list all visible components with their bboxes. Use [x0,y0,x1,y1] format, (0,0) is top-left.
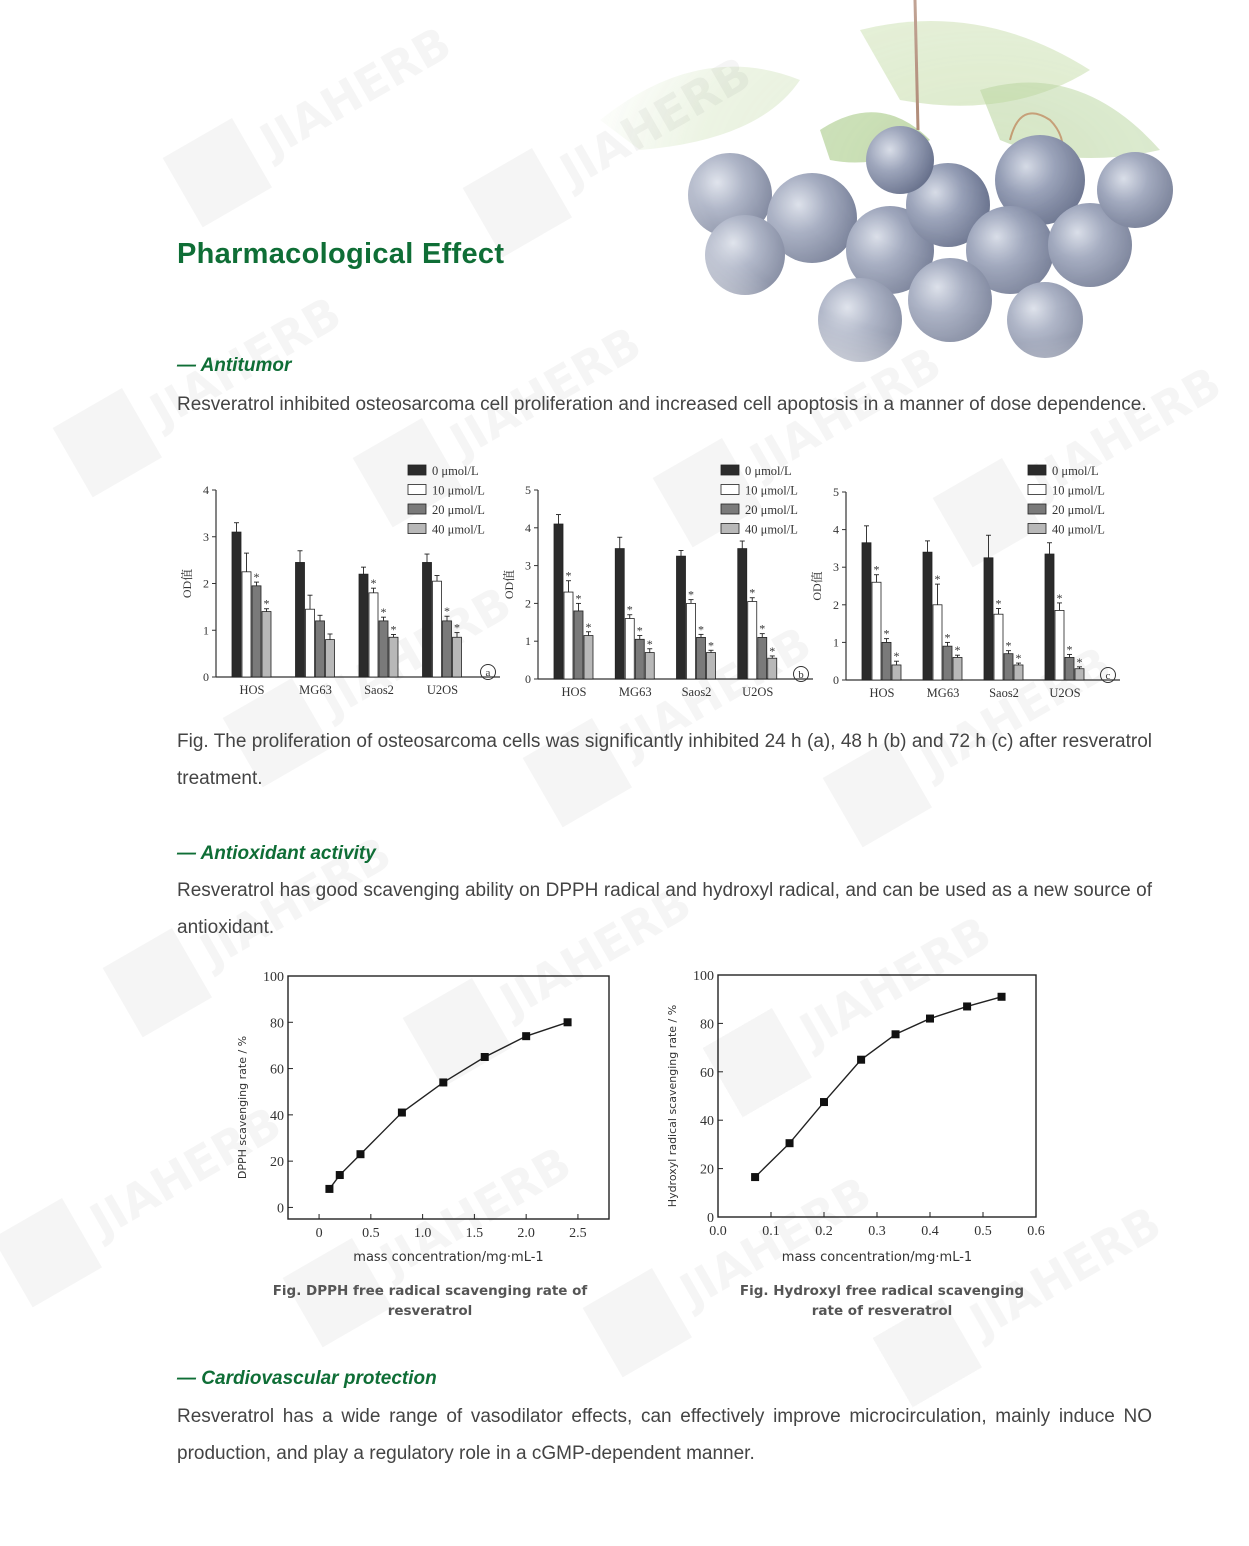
significance-star: * [646,636,653,651]
legend-swatch [1028,524,1046,534]
section-title-antitumor: — Antitumor [177,355,292,376]
significance-star: * [934,572,941,587]
panel-letter: a [485,667,491,679]
significance-star: * [698,622,704,637]
bar [1014,665,1023,680]
bar [882,642,891,680]
significance-star: * [390,622,397,637]
y-axis-label: OD值 [502,569,516,600]
bar [433,581,442,677]
data-point [926,1015,934,1023]
significance-star: * [636,623,643,638]
bar [389,637,398,677]
y-tick-label: 0 [203,670,209,684]
x-axis-label: mass concentration/mg·mL-1 [781,1250,973,1265]
data-point [963,1002,971,1010]
bar [296,562,305,677]
significance-star: * [769,643,776,658]
legend-label: 10 μmol/L [745,483,798,498]
data-point [892,1030,900,1038]
data-point [398,1109,406,1117]
data-point [336,1171,344,1179]
section-title-antioxidant: — Antioxidant activity [177,843,376,864]
significance-star: * [1015,651,1022,666]
bar [1075,669,1084,680]
section-title-cardiovascular: — Cardiovascular protection [177,1368,437,1389]
legend-label: 0 μmol/L [1052,464,1099,478]
bar [242,572,251,677]
significance-star: * [883,626,890,641]
bar [953,657,962,680]
y-tick-label: 60 [700,1065,714,1081]
y-tick-label: 40 [270,1108,284,1124]
y-tick-label: 20 [700,1162,714,1178]
y-axis-label: OD值 [810,571,824,601]
bar [574,611,583,679]
section-text-antitumor: Resveratrol inhibited osteosarcoma cell proliferation and increased cell apoptosis in a manner of dose dependence. [177,394,1147,415]
legend-swatch [721,504,739,514]
bar [1004,654,1013,680]
legend-swatch [721,465,739,475]
bar [862,543,871,680]
bar [554,524,563,679]
y-tick-label: 4 [833,522,839,537]
x-tick-label: 1.5 [465,1226,484,1241]
bar [262,612,271,677]
legend-label: 20 μmol/L [432,503,485,517]
bar [564,592,573,679]
bar [252,586,261,677]
section-text-antioxidant: Resveratrol has good scavenging ability on DPPH radical and hydroxyl radical, and can be used as a new source of antioxidant. [177,880,1152,938]
significance-star: * [873,562,880,577]
bar [316,621,325,677]
bar [369,593,378,677]
bar [707,653,716,679]
legend-label: 20 μmol/L [745,503,798,517]
significance-star: * [759,621,766,636]
bar [923,552,932,680]
significance-star: * [995,596,1002,611]
x-tick-label: U2OS [1049,686,1081,700]
legend-swatch [408,524,426,534]
bar [625,619,634,679]
legend-swatch [408,504,426,514]
data-point [325,1185,333,1193]
legend-swatch [721,485,739,495]
data-point [786,1139,794,1147]
legend-label: 10 μmol/L [432,483,485,498]
dpph-line-chart [236,970,609,1265]
x-tick-label: MG63 [926,686,960,700]
plot-frame [288,976,609,1219]
x-tick-label: Saos2 [681,685,712,699]
x-tick-label: 0.0 [709,1224,727,1239]
bar [1065,657,1074,680]
x-tick-label: MG63 [618,685,652,699]
bar [306,609,315,677]
y-tick-label: 1 [833,635,839,650]
data-point [522,1032,530,1040]
y-tick-label: 80 [270,1016,284,1032]
x-tick-label: 0.6 [1027,1224,1045,1239]
bar [994,614,1003,680]
legend-swatch [408,485,426,495]
x-tick-label: HOS [561,685,587,699]
bar [232,532,241,677]
series-line [755,997,1001,1177]
significance-star: * [565,568,572,583]
y-tick-label: 1 [525,634,531,649]
data-point [356,1150,364,1158]
bar-chart-b [501,464,813,699]
y-tick-label: 2 [833,597,839,612]
bar [423,562,432,677]
bar [697,637,706,679]
x-tick-label: 0.5 [974,1224,992,1239]
panel-letter: b [798,669,804,681]
legend-label: 40 μmol/L [745,522,798,537]
y-tick-label: 80 [700,1017,714,1033]
legend-swatch [408,465,426,475]
bar [645,653,654,679]
x-tick-label: 0.2 [815,1224,833,1239]
legend-swatch [1028,485,1046,495]
y-tick-label: 5 [833,485,839,499]
y-tick-label: 3 [203,529,209,544]
bar [1055,610,1064,680]
bar [379,621,388,677]
y-axis-label: DPPH scavenging rate / % [236,1035,249,1180]
x-tick-label: 1.0 [413,1226,432,1241]
y-axis-label: OD值 [180,568,194,599]
significance-star: * [954,643,961,658]
y-tick-label: 20 [270,1155,284,1171]
bar [453,637,462,677]
x-tick-label: 2.0 [517,1226,535,1241]
x-tick-label: HOS [239,683,265,697]
data-point [857,1056,865,1064]
x-tick-label: U2OS [742,685,774,699]
bar [892,665,901,680]
bar [443,621,452,677]
page-title: Pharmacological Effect [177,238,505,270]
significance-star: * [380,605,387,620]
bar-chart-a [179,464,500,697]
bar-chart-caption: Fig. The proliferation of osteosarcoma cells was significantly inhibited 24 h (a), 48 h (b) and 72 h (c) after resveratrol treatment. [177,731,1152,789]
bar [738,549,747,679]
y-tick-label: 2 [203,576,209,591]
bar [677,556,686,679]
section-text-cardiovascular: Resveratrol has a wide range of vasodilator effects, can effectively improve microcirculation, mainly induce NO production, and play a regulatory role in a cGMP-dependent manner. [177,1406,1152,1464]
bar [687,603,696,679]
legend-label: 0 μmol/L [432,464,479,478]
y-tick-label: 4 [525,520,531,535]
legend-swatch [721,524,739,534]
significance-star: * [893,649,900,664]
y-tick-label: 0 [707,1211,714,1226]
y-axis-label: Hydroxyl radical scavenging rate / % [666,1004,679,1208]
significance-star: * [749,585,756,600]
x-tick-label: Saos2 [989,686,1019,700]
y-tick-label: 1 [203,623,209,638]
x-axis-label: mass concentration/mg·mL-1 [353,1250,544,1265]
y-tick-label: 100 [693,969,714,984]
significance-star: * [253,570,260,585]
bar [1045,554,1054,680]
significance-star: * [444,604,450,619]
bar [748,602,757,679]
significance-star: * [688,587,694,602]
x-tick-label: HOS [869,686,895,700]
bar [615,549,624,679]
significance-star: * [370,576,377,591]
legend-swatch [1028,504,1046,514]
significance-star: * [708,638,714,653]
bar [933,605,942,680]
significance-star: * [585,619,592,634]
dpph-chart-caption: Fig. DPPH free radical scavenging rate of resveratrol [272,1283,588,1319]
hydroxyl-line-chart [666,969,1045,1265]
bar-chart-c [809,464,1120,700]
significance-star: * [1076,654,1083,669]
y-tick-label: 100 [263,970,284,985]
legend-label: 40 μmol/L [1052,522,1105,537]
y-tick-label: 0 [833,673,839,687]
bar [872,582,881,680]
data-point [998,993,1006,1001]
significance-star: * [1066,642,1073,657]
y-tick-label: 40 [700,1114,714,1130]
bar [943,646,952,680]
significance-star: * [1005,638,1012,653]
y-tick-label: 0 [525,672,531,686]
series-line [329,1022,567,1189]
y-tick-label: 3 [833,560,839,575]
y-tick-label: 0 [277,1201,284,1217]
significance-star: * [454,620,460,635]
y-tick-label: 60 [270,1062,284,1078]
bar [635,639,644,679]
data-point [439,1078,447,1086]
y-tick-label: 4 [203,483,209,497]
plot-frame [718,975,1036,1217]
x-tick-label: MG63 [299,683,332,697]
x-tick-label: 0.5 [362,1226,380,1241]
legend-label: 0 μmol/L [745,464,792,478]
significance-star: * [1056,590,1063,605]
panel-letter: c [1105,670,1111,682]
legend-label: 40 μmol/L [432,522,485,537]
bar [584,636,593,679]
bar [768,658,777,679]
data-point [481,1053,489,1061]
x-tick-label: 0.4 [921,1224,939,1239]
y-tick-label: 5 [525,483,531,497]
x-tick-label: 2.5 [569,1226,587,1241]
legend-swatch [1028,465,1046,475]
data-point [820,1098,828,1106]
legend-label: 20 μmol/L [1052,503,1105,517]
y-tick-label: 2 [525,596,531,611]
y-tick-label: 3 [525,558,531,573]
x-tick-label: Saos2 [364,683,394,697]
significance-star: * [575,591,582,606]
significance-star: * [944,630,951,645]
significance-star: * [626,602,633,617]
data-point [751,1173,759,1181]
hydroxyl-chart-caption: Fig. Hydroxyl free radical scavenging rate of resveratrol [739,1283,1025,1319]
bar [326,640,335,677]
legend-label: 10 μmol/L [1052,483,1105,498]
bar [359,574,368,677]
bar [984,558,993,680]
data-point [564,1018,572,1026]
x-tick-label: 0.3 [868,1224,886,1239]
significance-star: * [263,596,270,611]
x-tick-label: 0 [315,1226,323,1241]
x-tick-label: 0.1 [762,1224,780,1239]
bar [758,637,767,679]
x-tick-label: U2OS [426,683,459,697]
